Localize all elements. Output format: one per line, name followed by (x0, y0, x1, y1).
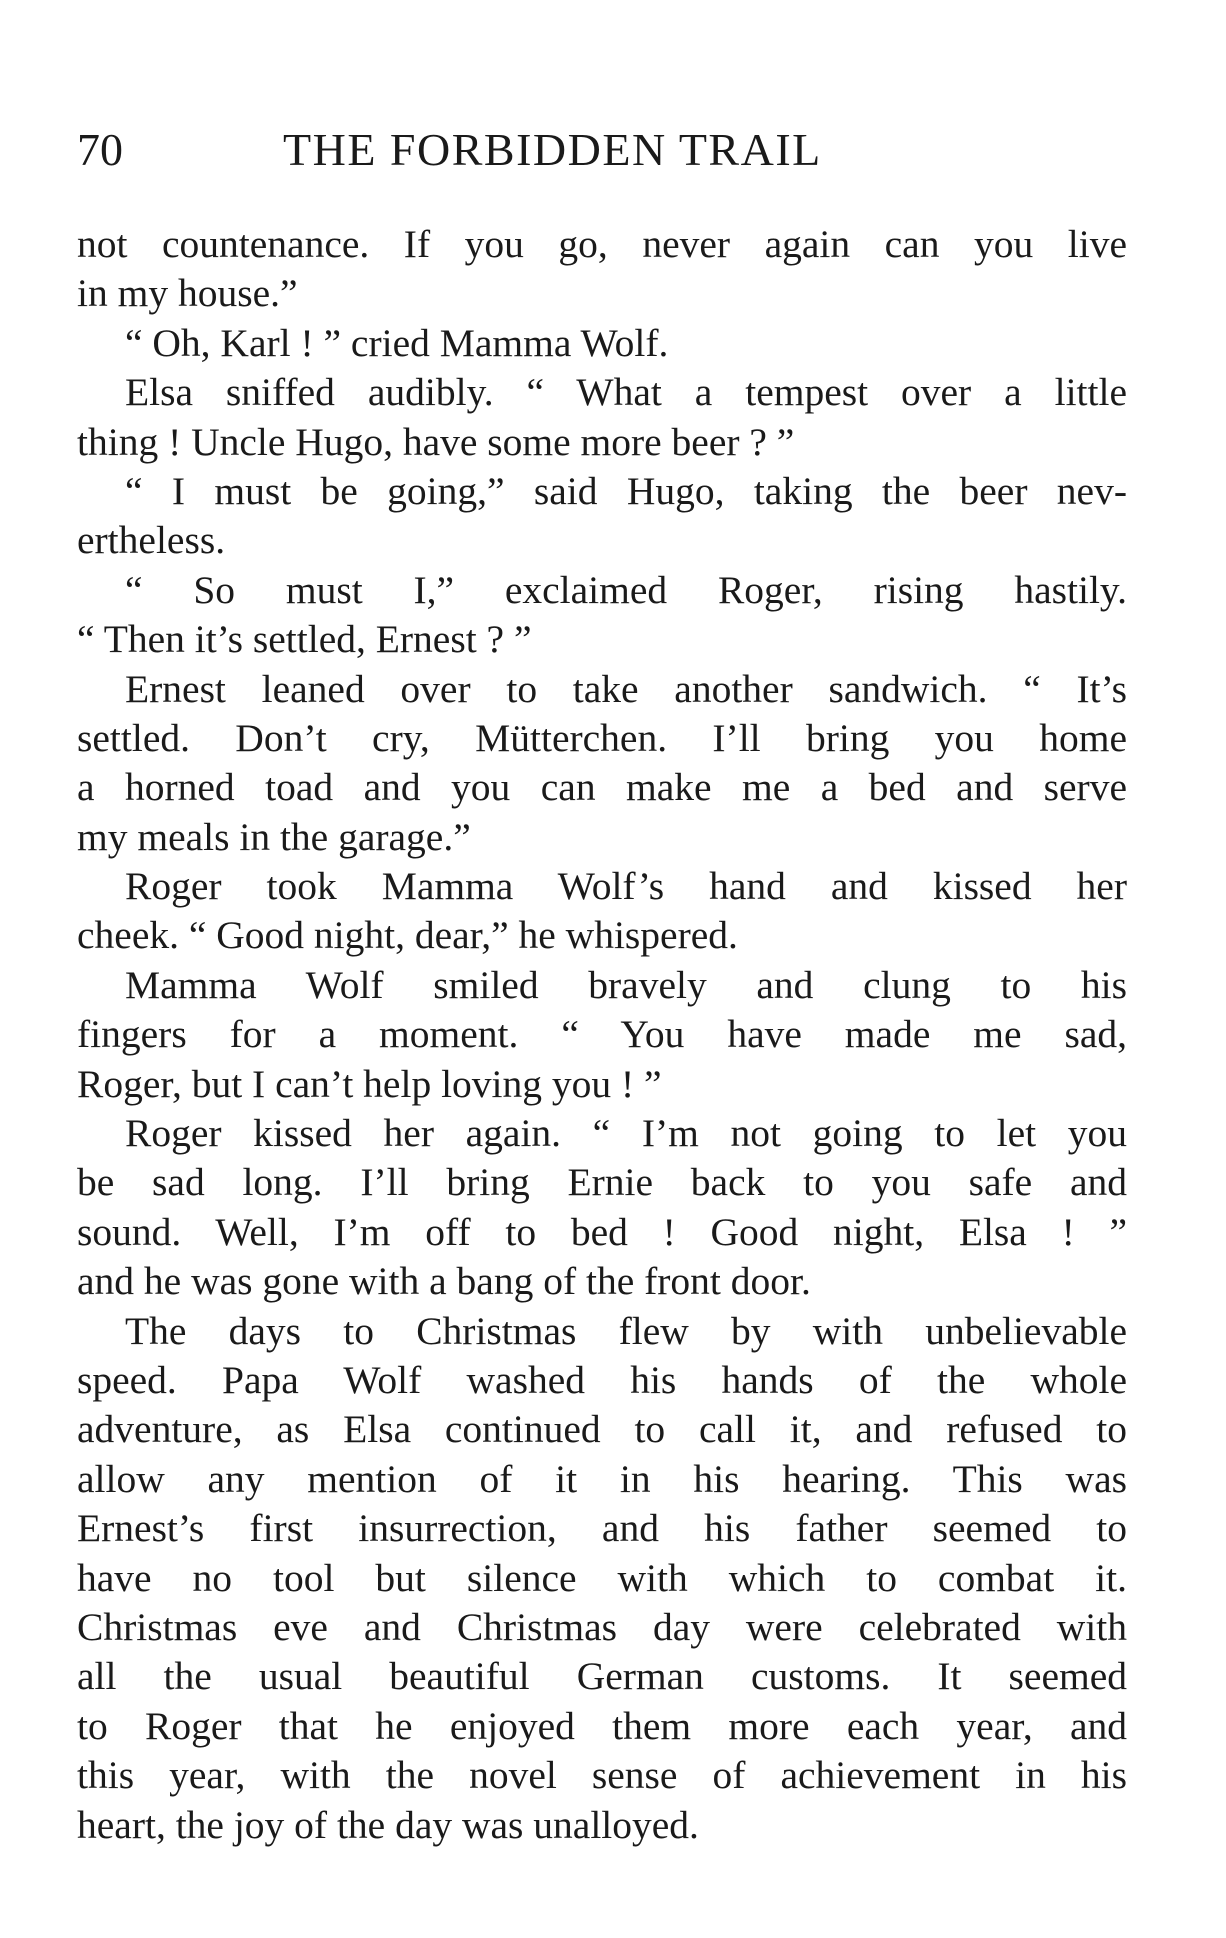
text-line: all the usual beautiful German customs. It seemed (77, 1654, 1127, 1699)
text-line: thing ! Uncle Hugo, have some more beer ? ” (77, 419, 795, 464)
body-text (77, 220, 1127, 1850)
text-line: and he was gone with a bang of the front door. (77, 1259, 811, 1304)
text-line: Ernest’s first insurrection, and his father seemed to (77, 1506, 1127, 1551)
text-line: my meals in the garage.” (77, 814, 471, 859)
text-line: cheek. “ Good night, dear,” he whispered. (77, 913, 738, 958)
text-line: “ Oh, Karl ! ” cried Mamma Wolf. (125, 320, 669, 365)
text-line: settled. Don’t cry, Mütterchen. I’ll bring you home (77, 715, 1127, 760)
page-number: 70 (77, 124, 123, 175)
text-line: sound. Well, I’m off to bed ! Good night, Elsa ! ” (77, 1209, 1127, 1254)
text-line: Roger kissed her again. “ I’m not going to let you (125, 1111, 1127, 1156)
text-line: Elsa sniffed audibly. “ What a tempest over a little (125, 370, 1127, 415)
text-line: have no tool but silence with which to combat it. (77, 1555, 1127, 1600)
text-line: “ So must I,” exclaimed Roger, rising hastily. (125, 567, 1127, 612)
text-line: Ernest leaned over to take another sandwich. “ It’s (125, 666, 1127, 711)
text-line: Roger, but I can’t help loving you ! ” (77, 1061, 662, 1106)
text-line: heart, the joy of the day was unalloyed. (77, 1802, 699, 1847)
text-line: The days to Christmas flew by with unbelievable (125, 1308, 1127, 1353)
text-line: ertheless. (77, 518, 226, 563)
text-line: in my house.” (77, 271, 298, 316)
running-head (77, 120, 1127, 180)
text-line: be sad long. I’ll bring Ernie back to you safe and (77, 1160, 1127, 1205)
text-line: speed. Papa Wolf washed his hands of the whole (77, 1357, 1127, 1402)
text-line: to Roger that he enjoyed them more each year, and (77, 1703, 1127, 1748)
text-line: Roger took Mamma Wolf’s hand and kissed her (125, 864, 1127, 909)
text-line: allow any mention of it in his hearing. This was (77, 1456, 1127, 1501)
text-line: “ I must be going,” said Hugo, taking the beer nev- (125, 468, 1127, 513)
text-line: this year, with the novel sense of achievement in his (77, 1753, 1127, 1798)
text-line: “ Then it’s settled, Ernest ? ” (77, 617, 532, 662)
running-title: THE FORBIDDEN TRAIL (283, 124, 822, 175)
text-line: not countenance. If you go, never again can you live (77, 222, 1127, 266)
text-line: adventure, as Elsa continued to call it, and refused to (77, 1407, 1127, 1452)
text-line: fingers for a moment. “ You have made me sad, (77, 1012, 1127, 1057)
text-line: a horned toad and you can make me a bed and serve (77, 765, 1127, 810)
text-line: Christmas eve and Christmas day were celebrated with (77, 1604, 1127, 1649)
text-line: Mamma Wolf smiled bravely and clung to his (125, 962, 1127, 1007)
